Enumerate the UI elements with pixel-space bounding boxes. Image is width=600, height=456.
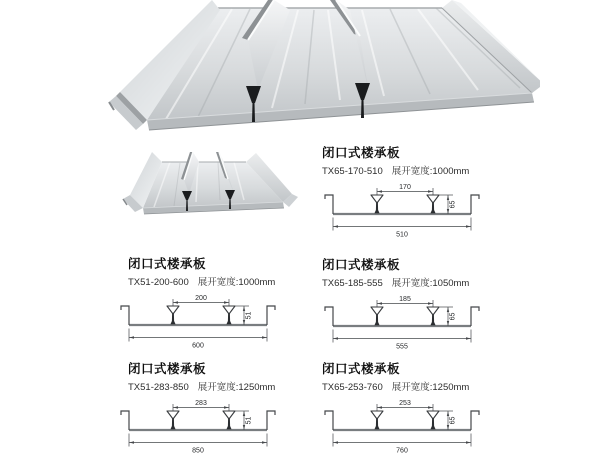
product-title: 闭口式楼承板: [322, 258, 401, 272]
dim-overall-width: 510: [396, 231, 408, 239]
dim-height: 65: [449, 416, 457, 425]
cross-section-diagram: [118, 399, 276, 456]
dim-overall-width: 850: [192, 447, 204, 455]
product-title: 闭口式楼承板: [128, 362, 207, 376]
product-title: 闭口式楼承板: [322, 362, 401, 376]
dim-rib-spacing: 185: [399, 296, 411, 304]
product-model: TX51-283-850: [128, 382, 189, 394]
dim-overall-width: 555: [396, 343, 408, 351]
product-model: TX65-253-760: [322, 382, 383, 394]
product-subtitle: [128, 379, 298, 393]
cross-section-diagram: [118, 294, 276, 351]
expanded-width: 展开宽度:1250mm: [197, 382, 276, 394]
product-title: 闭口式楼承板: [322, 146, 401, 160]
deck-panel-3d-render-small: [122, 150, 300, 235]
dim-overall-width: 760: [396, 447, 408, 455]
dim-height: 51: [245, 416, 253, 425]
dim-height: 51: [245, 311, 253, 320]
dim-height: 65: [449, 312, 457, 321]
expanded-width: 展开宽度:1250mm: [391, 382, 470, 394]
product-model: TX65-185-555: [322, 278, 383, 290]
dim-rib-spacing: 170: [399, 184, 411, 192]
spec-block-tx51-200-600: [118, 257, 298, 351]
spec-block-tx65-170-510: [320, 146, 500, 240]
cross-section-diagram: [322, 399, 480, 456]
expanded-width: 展开宽度:1050mm: [391, 278, 470, 290]
product-subtitle: [322, 275, 500, 289]
spec-block-tx51-283-850: [118, 362, 298, 456]
spec-block-tx65-185-555: [320, 258, 500, 352]
product-subtitle: [322, 163, 500, 177]
product-model: TX51-200-600: [128, 277, 189, 289]
product-subtitle: [128, 274, 298, 288]
dim-rib-spacing: 253: [399, 400, 411, 408]
expanded-width: 展开宽度:1000mm: [391, 166, 470, 178]
expanded-width: 展开宽度:1000mm: [197, 277, 276, 289]
dim-rib-spacing: 283: [195, 400, 207, 408]
dim-height: 65: [449, 200, 457, 209]
product-title: 闭口式楼承板: [128, 257, 207, 271]
spec-block-tx65-253-760: [320, 362, 500, 456]
product-subtitle: [322, 379, 500, 393]
deck-panel-3d-render-large: [100, 0, 540, 152]
cross-section-diagram: [322, 183, 480, 240]
dim-rib-spacing: 200: [195, 295, 207, 303]
cross-section-diagram: [322, 295, 480, 352]
product-model: TX65-170-510: [322, 166, 383, 178]
dim-overall-width: 600: [192, 342, 204, 350]
